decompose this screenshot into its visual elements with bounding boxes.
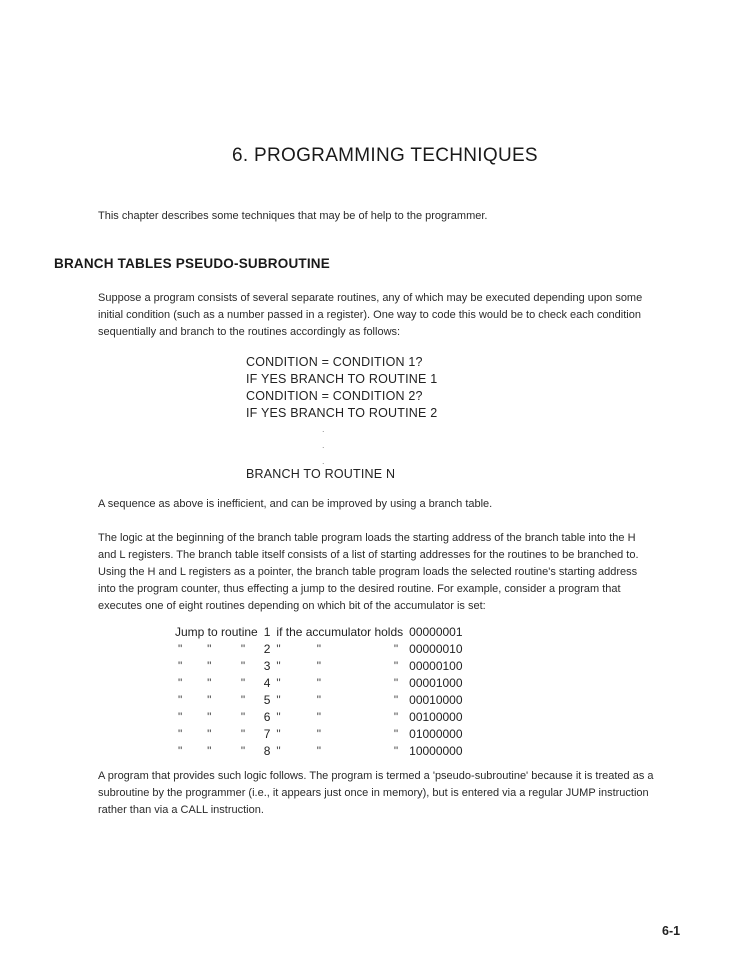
ditto-mark: " bbox=[207, 693, 212, 707]
ditto-mark: " bbox=[276, 727, 281, 741]
chapter-title: 6. PROGRAMMING TECHNIQUES bbox=[232, 145, 538, 166]
paragraph-3-line: and L registers. The branch table itself consists of a list of starting addresses for the routines to be branched to. bbox=[98, 549, 639, 561]
section-heading: BRANCH TABLES PSEUDO-SUBROUTINE bbox=[54, 256, 330, 271]
ditto-mark: " bbox=[276, 710, 281, 724]
ditto-mark: " bbox=[393, 659, 399, 673]
ditto-mark: " bbox=[276, 659, 281, 673]
page-number: 6-1 bbox=[662, 924, 681, 938]
paragraph-3-line: into the program counter, thus effecting a jump to the desired routine. For example, consider a program that bbox=[98, 583, 621, 595]
bit-pattern: 00000010 bbox=[409, 642, 463, 656]
ditto-mark: " bbox=[316, 727, 321, 741]
code-line: IF YES BRANCH TO ROUTINE 1 bbox=[246, 372, 438, 386]
code-line: CONDITION = CONDITION 1? bbox=[246, 355, 423, 369]
bit-pattern: 01000000 bbox=[409, 727, 463, 741]
routine-number: 1 bbox=[263, 625, 271, 639]
routine-number: 2 bbox=[263, 642, 271, 656]
ditto-mark: " bbox=[316, 659, 321, 673]
jump-label: Jump to routine bbox=[175, 625, 258, 639]
ditto-mark: " bbox=[207, 727, 212, 741]
ditto-mark: " bbox=[316, 693, 321, 707]
jump-table-row bbox=[172, 676, 466, 693]
paragraph-3 bbox=[98, 530, 688, 615]
bit-pattern: 00100000 bbox=[409, 710, 463, 724]
routine-number: 3 bbox=[263, 659, 271, 673]
ditto-mark: " bbox=[178, 659, 183, 673]
paragraph-2: A sequence as above is inefficient, and can be improved by using a branch table. bbox=[98, 498, 493, 510]
ditto-mark: " bbox=[240, 659, 246, 673]
jump-table bbox=[172, 625, 466, 761]
ditto-mark: " bbox=[393, 642, 399, 656]
ellipsis-dot: . bbox=[322, 440, 325, 450]
jump-table-row bbox=[172, 727, 466, 744]
ditto-mark: " bbox=[276, 676, 281, 690]
accumulator-label: if the accumulator holds bbox=[276, 625, 404, 639]
ditto-mark: " bbox=[240, 693, 246, 707]
ditto-mark: " bbox=[207, 744, 212, 758]
jump-table-row bbox=[172, 625, 466, 642]
paragraph-1-line: initial condition (such as a number passed in a register). One way to code this would be to check each condition bbox=[98, 309, 641, 321]
code-line: CONDITION = CONDITION 2? bbox=[246, 389, 423, 403]
paragraph-1 bbox=[98, 290, 688, 341]
ditto-mark: " bbox=[316, 676, 321, 690]
ditto-mark: " bbox=[178, 727, 183, 741]
ditto-mark: " bbox=[240, 642, 246, 656]
jump-table-row bbox=[172, 710, 466, 727]
paragraph-4-line: rather than via a CALL instruction. bbox=[98, 804, 264, 816]
ditto-mark: " bbox=[240, 710, 246, 724]
ellipsis-dot: . bbox=[322, 424, 325, 434]
ditto-mark: " bbox=[393, 676, 399, 690]
routine-number: 8 bbox=[263, 744, 271, 758]
bit-pattern: 00001000 bbox=[409, 676, 463, 690]
ditto-mark: " bbox=[240, 676, 246, 690]
paragraph-3-line: Using the H and L registers as a pointer, the branch table program loads the selected routine's starting address bbox=[98, 566, 638, 578]
ditto-mark: " bbox=[178, 693, 183, 707]
ditto-mark: " bbox=[276, 744, 281, 758]
ditto-mark: " bbox=[207, 710, 212, 724]
ditto-mark: " bbox=[276, 693, 281, 707]
ditto-mark: " bbox=[240, 727, 246, 741]
routine-number: 4 bbox=[263, 676, 271, 690]
routine-number: 5 bbox=[263, 693, 271, 707]
ditto-mark: " bbox=[393, 744, 399, 758]
bit-pattern: 00010000 bbox=[409, 693, 463, 707]
routine-number: 6 bbox=[263, 710, 271, 724]
ditto-mark: " bbox=[178, 676, 183, 690]
ditto-mark: " bbox=[393, 710, 399, 724]
intro-paragraph: This chapter describes some techniques that may be of help to the programmer. bbox=[98, 210, 488, 222]
routine-number: 7 bbox=[263, 727, 271, 741]
ditto-mark: " bbox=[207, 676, 212, 690]
jump-table-row bbox=[172, 744, 466, 761]
ellipsis-dot: . bbox=[322, 456, 325, 466]
ditto-mark: " bbox=[276, 642, 281, 656]
ditto-mark: " bbox=[316, 642, 321, 656]
paragraph-1-line: sequentially and branch to the routines accordingly as follows: bbox=[98, 326, 401, 338]
ditto-mark: " bbox=[393, 727, 399, 741]
jump-table-row bbox=[172, 659, 466, 676]
paragraph-4 bbox=[98, 768, 688, 819]
paragraph-1-line: Suppose a program consists of several separate routines, any of which may be executed depending upon some bbox=[98, 292, 643, 304]
paragraph-4-line: subroutine by the programmer (i.e., it appears just once in memory), but is entered via a regular JUMP instruction bbox=[98, 787, 649, 799]
jump-table-row bbox=[172, 642, 466, 659]
ditto-mark: " bbox=[316, 710, 321, 724]
code-line: IF YES BRANCH TO ROUTINE 2 bbox=[246, 406, 438, 420]
paragraph-3-line: The logic at the beginning of the branch table program loads the starting address of the branch table into the H bbox=[98, 532, 636, 544]
ditto-mark: " bbox=[240, 744, 246, 758]
ditto-mark: " bbox=[393, 693, 399, 707]
paragraph-4-line: A program that provides such logic follows. The program is termed a 'pseudo-subroutine' because it is treated as a bbox=[98, 770, 654, 782]
bit-pattern: 10000000 bbox=[409, 744, 463, 758]
code-last-line: BRANCH TO ROUTINE N bbox=[246, 467, 396, 481]
jump-table-row bbox=[172, 693, 466, 710]
bit-pattern: 00000100 bbox=[409, 659, 463, 673]
paragraph-3-line: executes one of eight routines depending on which bit of the accumulator is set: bbox=[98, 600, 486, 612]
ditto-mark: " bbox=[316, 744, 321, 758]
ditto-mark: " bbox=[178, 710, 183, 724]
bit-pattern: 00000001 bbox=[409, 625, 463, 639]
ditto-mark: " bbox=[207, 642, 212, 656]
ditto-mark: " bbox=[178, 642, 183, 656]
ditto-mark: " bbox=[207, 659, 212, 673]
ditto-mark: " bbox=[178, 744, 183, 758]
